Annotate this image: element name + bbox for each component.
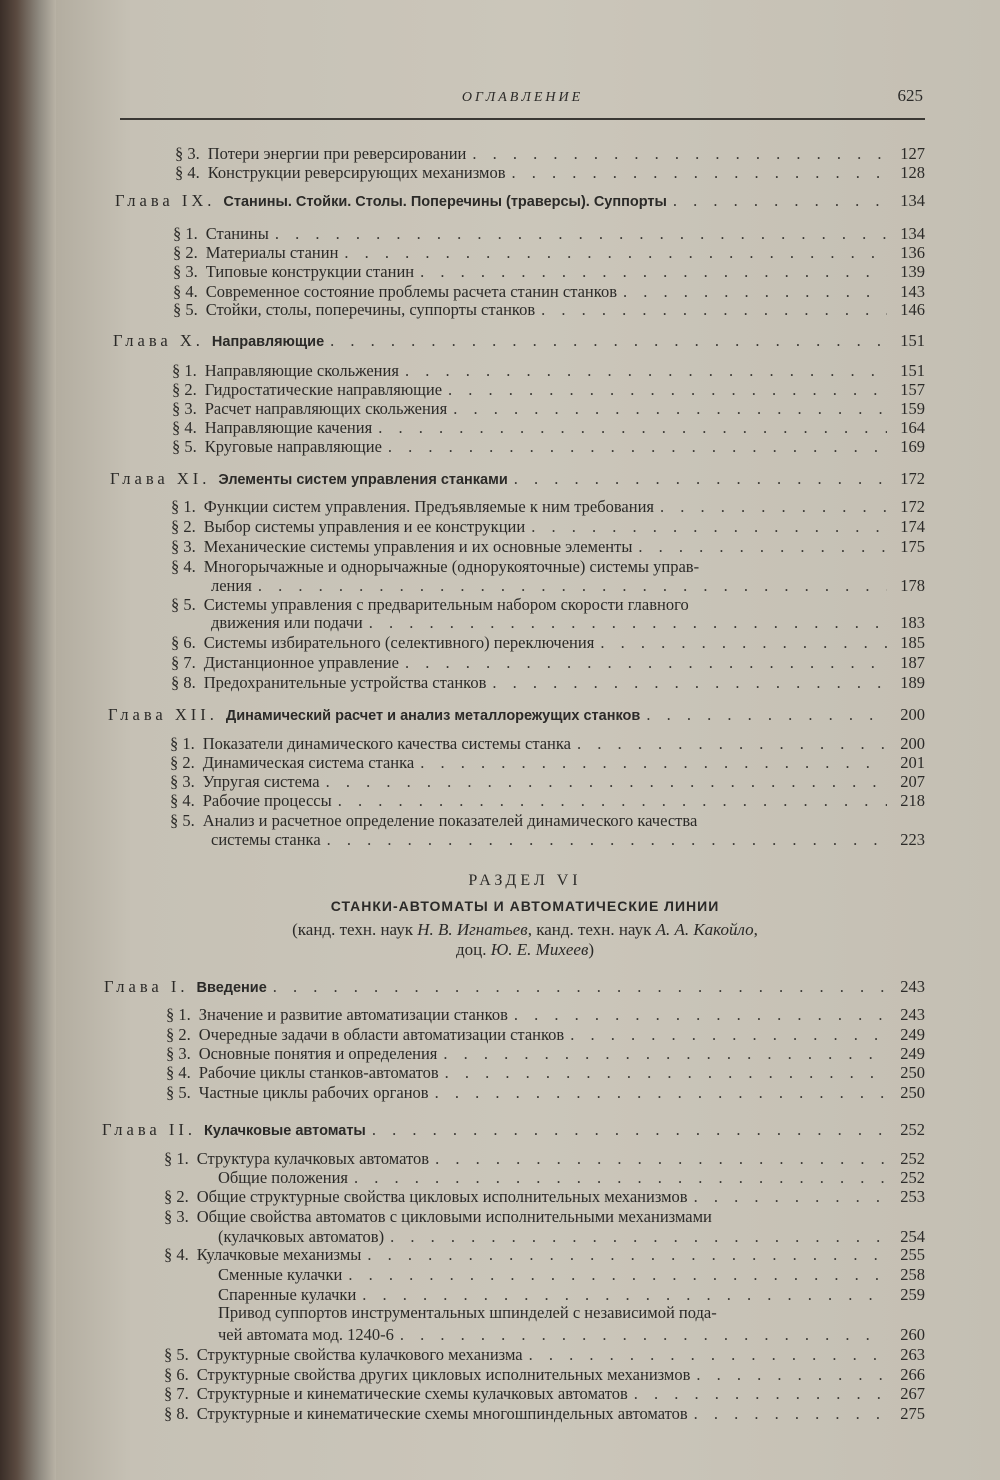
entry-title: Структурные свойства других цикловых исполнительных механизмов: [196, 1365, 691, 1384]
toc-entry-row: [170, 754, 925, 772]
leader-dots: [348, 1266, 887, 1284]
toc-entry-row: [171, 596, 689, 614]
entry-title: Упругая система: [202, 772, 320, 791]
page-ref: 275: [900, 1404, 925, 1423]
section-number: § 2.: [166, 1025, 191, 1044]
section-number: § 6.: [164, 1365, 189, 1384]
running-title: ОГЛАВЛЕНИЕ: [461, 90, 584, 105]
page-ref: 164: [900, 418, 925, 437]
leader-dots: [531, 518, 887, 536]
toc-entry-row: [164, 1346, 925, 1364]
leader-dots: [694, 1405, 887, 1423]
page-ref: 201: [900, 753, 925, 772]
toc-entry-row: [218, 1286, 925, 1304]
chapter-title: Кулачковые автоматы: [204, 1123, 366, 1139]
page-ref: 223: [900, 830, 925, 849]
page-ref: 127: [900, 144, 925, 163]
page-ref: 159: [900, 399, 925, 418]
leader-dots: [405, 362, 887, 380]
toc-entry-row: [172, 400, 925, 418]
section-number: § 5.: [166, 1083, 191, 1102]
toc-entry-row: [175, 145, 925, 163]
page-ref: 157: [900, 380, 925, 399]
section-number: § 3.: [166, 1044, 191, 1063]
entry-title: движения или подачи: [211, 613, 363, 632]
section-number: § 8.: [164, 1404, 189, 1423]
section-number: § 1.: [173, 224, 198, 243]
entry-title: Типовые конструкции станин: [205, 262, 415, 281]
entry-title: Дистанционное управление: [203, 653, 399, 672]
section-number: § 7.: [164, 1384, 189, 1403]
section-number: § 3.: [172, 399, 197, 418]
toc-entry-row: [170, 792, 925, 810]
toc-chapter-row: [110, 470, 925, 489]
chapter-number: Глава II.: [102, 1120, 196, 1139]
chapter-title: Элементы систем управления станками: [218, 472, 508, 488]
page-ref: 143: [900, 282, 925, 301]
page-ref: 146: [900, 300, 925, 319]
section-number: § 3.: [170, 772, 195, 791]
authors-text: (канд. техн. наук: [292, 920, 418, 939]
leader-dots: [372, 1121, 887, 1139]
author-name: Ю. Е. Михеев: [490, 940, 589, 959]
leader-dots: [420, 263, 887, 281]
entry-title: Многорычажные и однорычажные (однорукояточные) системы управ-: [203, 557, 700, 576]
toc-entry-row: [166, 1045, 925, 1063]
leader-dots: [330, 332, 887, 350]
entry-title: Расчет направляющих скольжения: [204, 399, 448, 418]
entry-title: Потери энергии при реверсировании: [207, 144, 467, 163]
page-ref: 218: [900, 791, 925, 810]
leader-dots: [646, 706, 887, 724]
section-number: § 2.: [170, 753, 195, 772]
toc-entry-row: [164, 1150, 925, 1168]
page-ref: 200: [900, 705, 925, 724]
page-ref: 172: [900, 469, 925, 488]
toc-entry-row: [173, 225, 925, 243]
leader-dots: [400, 1326, 887, 1344]
section-number: § 5.: [170, 811, 195, 830]
leader-dots: [405, 654, 887, 672]
leader-dots: [362, 1286, 887, 1304]
entry-title: Кулачковые механизмы: [196, 1245, 362, 1264]
toc-entry-row: [171, 538, 925, 556]
page-ref: 183: [900, 613, 925, 632]
toc-entry-row: [166, 1006, 925, 1024]
page-ref: 258: [900, 1265, 925, 1284]
toc-entry-row: [172, 362, 925, 380]
entry-title: системы станка: [211, 830, 321, 849]
entry-title: Гидростатические направляющие: [204, 380, 443, 399]
page-ref: 185: [900, 633, 925, 652]
leader-dots: [529, 1346, 887, 1364]
entry-title: Общие структурные свойства цикловых исполнительных механизмов: [196, 1187, 688, 1206]
leader-dots: [258, 577, 887, 595]
toc-entry-row: [173, 301, 925, 319]
leader-dots: [367, 1246, 887, 1264]
entry-title: Структурные свойства кулачкового механизма: [196, 1345, 523, 1364]
entry-title: Структура кулачковых автоматов: [196, 1149, 430, 1168]
toc-entry-row: [211, 831, 925, 849]
page-ref: 174: [900, 517, 925, 536]
entry-title: Очередные задачи в области автоматизации станков: [198, 1025, 565, 1044]
leader-dots: [344, 244, 887, 262]
toc-entry-row: [172, 438, 925, 456]
toc-chapter-row: [104, 978, 925, 997]
toc-entry-row: [172, 381, 925, 399]
leader-dots: [514, 1006, 887, 1024]
toc-entry-row: [218, 1169, 925, 1187]
section-number: § 5.: [172, 437, 197, 456]
entry-title: Показатели динамического качества системы станка: [202, 734, 571, 753]
section-number: § 5.: [164, 1345, 189, 1364]
entry-title: Общие свойства автоматов с цикловыми исполнительными механизмами: [196, 1207, 712, 1226]
section-number: § 4.: [166, 1063, 191, 1082]
author-name: А. А. Какойло: [655, 920, 754, 939]
leader-dots: [623, 283, 887, 301]
leader-dots: [694, 1188, 887, 1206]
entry-title: Привод суппортов инструментальных шпинделей с независимой пода-: [218, 1303, 717, 1322]
leader-dots: [326, 773, 887, 791]
page-ref: 252: [900, 1120, 925, 1139]
toc-entry-row: [171, 674, 925, 692]
toc-entry-row: [170, 812, 697, 830]
toc-entry-row: [171, 654, 925, 672]
page-header: [120, 82, 925, 120]
page-ref: 243: [900, 1005, 925, 1024]
leader-dots: [378, 419, 887, 437]
entry-title: Общие положения: [218, 1168, 348, 1187]
leader-dots: [512, 164, 887, 182]
toc-entry-row: [166, 1026, 925, 1044]
section-number: § 6.: [171, 633, 196, 652]
leader-dots: [354, 1169, 887, 1187]
entry-title: чей автомата мод. 1240-6: [218, 1325, 394, 1344]
section-number: § 4.: [173, 282, 198, 301]
section-number: § 5.: [171, 595, 196, 614]
chapter-number: Глава X.: [113, 331, 204, 350]
leader-dots: [660, 498, 887, 516]
toc-entry-row: [170, 735, 925, 753]
section-number: § 3.: [173, 262, 198, 281]
leader-dots: [577, 735, 887, 753]
leader-dots: [541, 301, 887, 319]
page-ref: 139: [900, 262, 925, 281]
page-ref: 254: [900, 1227, 925, 1246]
page-ref: 263: [900, 1345, 925, 1364]
leader-dots: [514, 470, 887, 488]
page-ref: 243: [900, 977, 925, 996]
page-ref: 260: [900, 1325, 925, 1344]
entry-title: Конструкции реверсирующих механизмов: [207, 163, 506, 182]
page-ref: 250: [900, 1083, 925, 1102]
entry-title: Материалы станин: [205, 243, 339, 262]
entry-title: Структурные и кинематические схемы кулачковых автоматов: [196, 1384, 628, 1403]
toc-entry-row: [170, 773, 925, 791]
author-name: Н. В. Игнатьев: [417, 920, 528, 939]
section-number: § 4.: [170, 791, 195, 810]
page-ref: 172: [900, 497, 925, 516]
leader-dots: [273, 978, 887, 996]
authors-text: , канд. техн. наук: [527, 920, 656, 939]
page-ref: 252: [900, 1149, 925, 1168]
entry-title: Структурные и кинематические схемы многошпиндельных автоматов: [196, 1404, 688, 1423]
toc-entry-row: [164, 1246, 925, 1264]
section-number: § 4.: [175, 163, 200, 182]
toc-entry-row: [166, 1084, 925, 1102]
leader-dots: [435, 1084, 887, 1102]
page-ref: 134: [900, 191, 925, 210]
section-number: § 1.: [170, 734, 195, 753]
entry-title: Частные циклы рабочих органов: [198, 1083, 429, 1102]
leader-dots: [443, 1045, 887, 1063]
section-number: § 1.: [171, 497, 196, 516]
entry-title: Сменные кулачки: [218, 1265, 343, 1284]
leader-dots: [673, 192, 887, 210]
leader-dots: [448, 381, 887, 399]
section-number: § 2.: [164, 1187, 189, 1206]
toc-entry-row: [164, 1366, 925, 1384]
toc-chapter-row: [115, 192, 925, 211]
page-number: 625: [897, 86, 923, 105]
toc-entry-row: [211, 614, 925, 632]
toc-entry-row: [218, 1326, 925, 1344]
chapter-title: Динамический расчет и анализ металлорежущих станков: [225, 708, 641, 724]
section-number: § 2.: [171, 517, 196, 536]
leader-dots: [472, 145, 887, 163]
entry-title: Направляющие качения: [204, 418, 373, 437]
page-ref: 128: [900, 163, 925, 182]
book-spine: [0, 0, 56, 1480]
leader-dots: [338, 792, 887, 810]
leader-dots: [696, 1366, 887, 1384]
entry-title: Основные понятия и определения: [198, 1044, 438, 1063]
entry-title: Системы управления с предварительным набором скорости главного: [203, 595, 689, 614]
section-number: § 4.: [171, 557, 196, 576]
leader-dots: [420, 754, 887, 772]
section-title: СТАНКИ-АВТОМАТЫ И АВТОМАТИЧЕСКИЕ ЛИНИИ: [330, 898, 720, 914]
toc-entry-row: [175, 164, 925, 182]
toc-entry-row: [171, 558, 699, 576]
entry-title: Круговые направляющие: [204, 437, 382, 456]
toc-entry-row: [166, 1064, 925, 1082]
entry-title: Системы избирательного (селективного) переключения: [203, 633, 595, 652]
page-ref: 187: [900, 653, 925, 672]
section-authors-line-1: [120, 920, 930, 940]
toc-entry-row: [164, 1385, 925, 1403]
page-ref: 249: [900, 1044, 925, 1063]
toc-entry-row: [164, 1208, 712, 1226]
section-number: § 8.: [171, 673, 196, 692]
page-ref: 252: [900, 1168, 925, 1187]
entry-title: (кулачковых автоматов): [218, 1227, 385, 1246]
entry-title: Анализ и расчетное определение показателей динамического качества: [202, 811, 698, 830]
leader-dots: [275, 225, 887, 243]
toc-entry-row: [218, 1228, 925, 1246]
chapter-title: Направляющие: [211, 334, 325, 350]
toc-entry-row: [171, 498, 925, 516]
leader-dots: [634, 1385, 887, 1403]
leader-dots: [388, 438, 887, 456]
section-number: § 1.: [172, 361, 197, 380]
leader-dots: [390, 1228, 887, 1246]
toc-entry-row: [218, 1266, 925, 1284]
section-number: § 2.: [172, 380, 197, 399]
page-ref: 267: [900, 1384, 925, 1403]
chapter-title: Введение: [196, 980, 267, 996]
page-ref: 178: [900, 576, 925, 595]
section-number: § 7.: [171, 653, 196, 672]
toc-chapter-row: [102, 1121, 925, 1140]
entry-title: Механические системы управления и их основные элементы: [203, 537, 633, 556]
entry-title: Динамическая система станка: [202, 753, 415, 772]
page-ref: 249: [900, 1025, 925, 1044]
page-ref: 200: [900, 734, 925, 753]
leader-dots: [445, 1064, 887, 1082]
page-ref: 134: [900, 224, 925, 243]
entry-title: Спаренные кулачки: [218, 1285, 357, 1304]
page-ref: 136: [900, 243, 925, 262]
entry-title: Рабочие циклы станков-автоматов: [198, 1063, 439, 1082]
leader-dots: [327, 831, 887, 849]
section-number: § 3.: [175, 144, 200, 163]
page-ref: 259: [900, 1285, 925, 1304]
toc-entry-row: [164, 1188, 925, 1206]
entry-title: Выбор системы управления и ее конструкции: [203, 517, 526, 536]
toc-entry-row: [171, 518, 925, 536]
section-number: § 4.: [172, 418, 197, 437]
leader-dots: [435, 1150, 887, 1168]
page-ref: 151: [900, 331, 925, 350]
section-heading: РАЗДЕЛ VI: [468, 872, 582, 889]
toc-entry-row: [218, 1304, 717, 1322]
toc-chapter-row: [113, 332, 925, 351]
page-ref: 189: [900, 673, 925, 692]
toc-entry-row: [164, 1405, 925, 1423]
toc-entry-row: [171, 634, 925, 652]
page-ref: 151: [900, 361, 925, 380]
entry-title: Значение и развитие автоматизации станков: [198, 1005, 508, 1024]
section-number: § 4.: [164, 1245, 189, 1264]
toc-entry-row: [173, 263, 925, 281]
section-number: § 3.: [171, 537, 196, 556]
section-number: § 2.: [173, 243, 198, 262]
page-ref: 207: [900, 772, 925, 791]
leader-dots: [570, 1026, 887, 1044]
section-number: § 3.: [164, 1207, 189, 1226]
leader-dots: [369, 614, 887, 632]
page-ref: 266: [900, 1365, 925, 1384]
authors-text: ,: [753, 920, 758, 939]
section-authors-line-2: [120, 940, 930, 960]
authors-text: доц.: [455, 940, 491, 959]
toc-entry-row: [172, 419, 925, 437]
entry-title: Рабочие процессы: [202, 791, 332, 810]
authors-text: ): [588, 940, 595, 959]
toc-chapter-row: [108, 706, 925, 725]
section-number: § 1.: [166, 1005, 191, 1024]
entry-title: Предохранительные устройства станков: [203, 673, 487, 692]
chapter-number: Глава IX.: [115, 191, 216, 210]
chapter-number: Глава I.: [104, 977, 189, 996]
entry-title: Функции систем управления. Предъявляемые к ним требования: [203, 497, 654, 516]
chapter-title: Станины. Стойки. Столы. Поперечины (траверсы). Суппорты: [223, 194, 667, 210]
page-ref: 169: [900, 437, 925, 456]
page-ref: 253: [900, 1187, 925, 1206]
entry-title: Направляющие скольжения: [204, 361, 399, 380]
section-number: § 1.: [164, 1149, 189, 1168]
toc-entry-row: [173, 283, 925, 301]
page-ref: 250: [900, 1063, 925, 1082]
chapter-number: Глава XII.: [108, 705, 218, 724]
toc-entry-row: [211, 577, 925, 595]
leader-dots: [453, 400, 887, 418]
entry-title: ления: [211, 576, 252, 595]
leader-dots: [492, 674, 887, 692]
entry-title: Станины: [205, 224, 269, 243]
page-ref: 255: [900, 1245, 925, 1264]
entry-title: Современное состояние проблемы расчета станин станков: [205, 282, 617, 301]
toc-entry-row: [173, 244, 925, 262]
page-ref: 175: [900, 537, 925, 556]
leader-dots: [638, 538, 887, 556]
chapter-number: Глава XI.: [110, 469, 211, 488]
leader-dots: [600, 634, 887, 652]
section-number: § 5.: [173, 300, 198, 319]
entry-title: Стойки, столы, поперечины, суппорты станков: [205, 300, 536, 319]
